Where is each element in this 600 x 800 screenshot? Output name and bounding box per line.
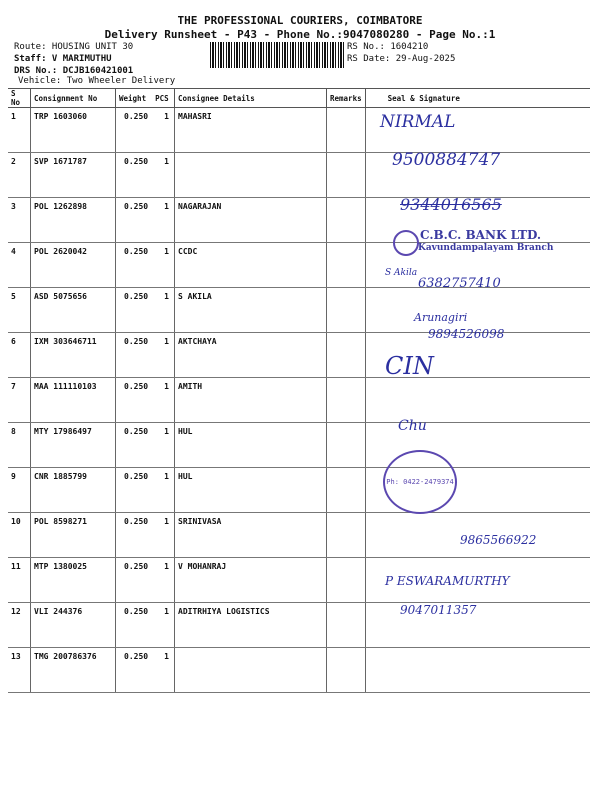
col-sno: S No [8, 89, 31, 108]
clinic-stamp: Ph: 0422-2479374 [383, 450, 457, 514]
col-remarks: Remarks [327, 89, 366, 108]
signature-5b: 6382757410 [418, 276, 501, 291]
sno: 8 [8, 423, 31, 468]
bank-stamp-line2: Kavundampalayam Branch [418, 243, 554, 253]
sno: 1 [8, 108, 31, 153]
pcs: 1 [164, 382, 169, 391]
weight: 0.250 [124, 382, 149, 391]
consignment-no: CNR 1885799 [31, 468, 116, 513]
col-weight-pcs: Weight PCS [116, 89, 175, 108]
weight: 0.250 [124, 427, 149, 436]
weight: 0.250 [124, 472, 149, 481]
consignment-no: IXM 303646711 [31, 333, 116, 378]
pcs: 1 [164, 112, 169, 121]
table-row [8, 423, 590, 468]
runsheet-title: Delivery Runsheet - P43 - Phone No.:9047080280 - Page No.:1 [104, 28, 496, 41]
weight: 0.250 [124, 337, 149, 346]
weight: 0.250 [124, 202, 149, 211]
sno: 9 [8, 468, 31, 513]
pcs: 1 [164, 337, 169, 346]
weight-pcs [116, 333, 175, 378]
consignment-no: POL 2620042 [31, 243, 116, 288]
sno: 10 [8, 513, 31, 558]
weight: 0.250 [124, 562, 149, 571]
pcs: 1 [164, 202, 169, 211]
weight-pcs [116, 558, 175, 603]
company-title: THE PROFESSIONAL COURIERS, COIMBATORE [177, 14, 423, 27]
sno: 6 [8, 333, 31, 378]
pcs: 1 [164, 247, 169, 256]
seal-signature [365, 378, 590, 423]
consignee: HUL [175, 423, 327, 468]
remarks [327, 198, 366, 243]
consignment-no: VLI 244376 [31, 603, 116, 648]
pcs: 1 [164, 427, 169, 436]
weight-pcs [116, 288, 175, 333]
consignment-no: ASD 5075656 [31, 288, 116, 333]
rs-date: RS Date: 29-Aug-2025 [347, 54, 456, 64]
table-row [8, 153, 590, 198]
consignment-no: MAA 111110103 [31, 378, 116, 423]
weight-pcs [116, 603, 175, 648]
seal-signature [365, 288, 590, 333]
signature-2: 9500884747 [392, 150, 501, 170]
sno: 3 [8, 198, 31, 243]
remarks [327, 603, 366, 648]
remarks [327, 513, 366, 558]
signature-13: 9047011357 [400, 603, 477, 617]
remarks [327, 423, 366, 468]
drs-no: DRS No.: DCJB160421001 [14, 66, 134, 76]
signature-12: P ESWARAMURTHY [385, 574, 510, 588]
runsheet-table [8, 88, 590, 693]
consignment-no: POL 1262898 [31, 198, 116, 243]
col-seal: Seal & Signature [365, 89, 590, 108]
seal-signature [365, 648, 590, 693]
remarks [327, 153, 366, 198]
signature-11: 9865566922 [460, 533, 537, 547]
table-row [8, 603, 590, 648]
weight-pcs [116, 648, 175, 693]
route: Route: HOUSING UNIT 30 [14, 42, 134, 52]
consignee [175, 153, 327, 198]
remarks [327, 288, 366, 333]
consignee: AMITH [175, 378, 327, 423]
weight: 0.250 [124, 112, 149, 121]
signature-6a: Arunagiri [414, 311, 468, 324]
weight-pcs [116, 378, 175, 423]
staff: Staff: V MARIMUTHU [14, 54, 112, 64]
weight: 0.250 [124, 247, 149, 256]
consignee: CCDC [175, 243, 327, 288]
consignee: HUL [175, 468, 327, 513]
pcs: 1 [164, 157, 169, 166]
weight-pcs [116, 198, 175, 243]
sno: 2 [8, 153, 31, 198]
consignee: SRINIVASA [175, 513, 327, 558]
col-consignment: Consignment No [31, 89, 116, 108]
consignee: ADITRHIYA LOGISTICS [175, 603, 327, 648]
consignment-no: POL 8598271 [31, 513, 116, 558]
weight-pcs [116, 243, 175, 288]
consignee: AKTCHAYA [175, 333, 327, 378]
consignment-no: TMG 200786376 [31, 648, 116, 693]
remarks [327, 558, 366, 603]
weight: 0.250 [124, 607, 149, 616]
consignment-no: TRP 1603060 [31, 108, 116, 153]
table-row [8, 288, 590, 333]
weight: 0.250 [124, 157, 149, 166]
weight-pcs [116, 153, 175, 198]
weight-pcs [116, 468, 175, 513]
sno: 4 [8, 243, 31, 288]
pcs: 1 [164, 562, 169, 571]
table-row [8, 648, 590, 693]
consignment-no: MTY 17986497 [31, 423, 116, 468]
rs-no: RS No.: 1604210 [347, 42, 429, 52]
table-row [8, 108, 590, 153]
consignee: S AKILA [175, 288, 327, 333]
pcs: 1 [164, 607, 169, 616]
pcs: 1 [164, 517, 169, 526]
pcs: 1 [164, 292, 169, 301]
sno: 13 [8, 648, 31, 693]
consignee: V MOHANRAJ [175, 558, 327, 603]
signature-7: CIN [385, 352, 434, 380]
weight: 0.250 [124, 652, 149, 661]
sno: 12 [8, 603, 31, 648]
pcs: 1 [164, 472, 169, 481]
remarks [327, 648, 366, 693]
weight-pcs [116, 423, 175, 468]
col-consignee: Consignee Details [175, 89, 327, 108]
remarks [327, 378, 366, 423]
consignment-no: MTP 1380025 [31, 558, 116, 603]
consignee [175, 648, 327, 693]
bank-stamp-line1: C.B.C. BANK LTD. [420, 228, 542, 242]
signature-9: Chu [398, 418, 427, 434]
sno: 11 [8, 558, 31, 603]
table-row [8, 468, 590, 513]
weight: 0.250 [124, 292, 149, 301]
signature-1: NIRMAL [380, 112, 456, 132]
barcode [210, 42, 344, 68]
consignee: NAGARAJAN [175, 198, 327, 243]
seal-signature [365, 603, 590, 648]
remarks [327, 243, 366, 288]
table-row [8, 378, 590, 423]
weight: 0.250 [124, 517, 149, 526]
signature-6b: 9894526098 [428, 327, 505, 341]
sno: 7 [8, 378, 31, 423]
remarks [327, 333, 366, 378]
bank-logo [393, 230, 419, 256]
weight-pcs [116, 513, 175, 558]
consignee: MAHASRI [175, 108, 327, 153]
weight-pcs [116, 108, 175, 153]
remarks [327, 108, 366, 153]
signature-3: 9344016565 [400, 195, 502, 214]
signature-5a: S Akila [385, 268, 418, 278]
vehicle: Vehicle: Two Wheeler Delivery [18, 76, 176, 86]
consignment-no: SVP 1671787 [31, 153, 116, 198]
pcs: 1 [164, 652, 169, 661]
sno: 5 [8, 288, 31, 333]
remarks [327, 468, 366, 513]
